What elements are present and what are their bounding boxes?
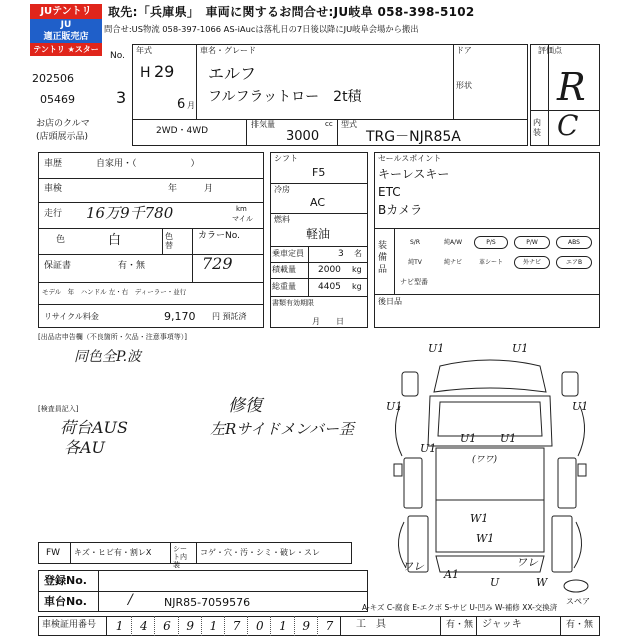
mark-rear-w: W <box>536 576 548 589</box>
total-label: 総重量 <box>272 282 296 291</box>
color-no-label: カラーNo. <box>198 231 240 241</box>
displacement: 3000 <box>286 129 320 144</box>
total-unit: kg <box>352 282 362 291</box>
dealer-logo-bottom: テントリ ★スター <box>30 43 102 56</box>
door-label: ドア <box>456 46 472 55</box>
exhibit-notes-text: 同色全P.波 <box>74 349 142 365</box>
inspection-label: 車検 <box>44 184 63 194</box>
fw-label: FW <box>46 548 61 558</box>
capacity-value: 3 <box>338 249 344 259</box>
mark-bed-1: U1 <box>460 432 477 445</box>
doc-label: 書類有効期限 <box>272 299 314 307</box>
shop-note: お店のクルマ <box>36 119 90 129</box>
cert-digit: 7 <box>317 616 341 636</box>
exhibit-notes-label: [出品店申告欄（不良箇所・欠品・注意事項等）] <box>38 333 187 341</box>
cert-digit: 7 <box>224 616 248 636</box>
mark-front-left: U1 <box>428 342 445 355</box>
dealer-logo-mid: JU <box>30 19 102 31</box>
inspector-line-1: 荷台AUS <box>60 418 129 437</box>
frame-value: NJR85-7059576 <box>164 596 251 609</box>
equip-sr: S/R <box>410 239 420 246</box>
header-sub-line: 問合せ:US物流 058-397-1066 AS-iAucは落札日の7日後以降にJU岐阜会場から搬出 <box>104 24 419 34</box>
lot-no-label: No. <box>110 51 125 61</box>
tools-options: 有・無 <box>446 620 474 630</box>
color-label: 色 <box>56 235 66 245</box>
load-unit: kg <box>352 265 362 274</box>
model-label: 型式 <box>341 120 357 129</box>
load-value: 2000 <box>318 265 341 275</box>
disp-label: 排気量 <box>251 120 275 129</box>
month-unit: 月 <box>187 101 195 110</box>
mark-rear-u: U <box>490 576 500 589</box>
doc-unit: 月 日 <box>312 317 344 326</box>
mark-bed-2: U1 <box>500 432 517 445</box>
dealer-logo-top: JUテントリ <box>30 4 102 19</box>
warranty-options: 有・無 <box>118 261 146 271</box>
car-grade: フルフラットロー 2t積 <box>208 89 362 105</box>
equipment-label: 装備品 <box>378 241 388 275</box>
seat-items: コゲ・穴・汚・シミ・破レ・スレ <box>200 548 320 557</box>
cc-label: cc <box>325 120 333 128</box>
total-value: 4405 <box>318 282 341 292</box>
year: 29 <box>154 62 175 81</box>
inspector-line-2: 各AU <box>64 438 106 457</box>
ac-value: AC <box>310 196 326 209</box>
shape-label: 形状 <box>456 81 472 90</box>
recycle-value: 9,170 <box>164 310 196 323</box>
recycle-label: リサイクル料金 <box>44 312 99 321</box>
equip-leather: 革シート <box>478 259 503 266</box>
inspector-label: [検査員記入] <box>38 405 79 413</box>
equip-aw: 純A/W <box>443 239 463 246</box>
frame-label: 車台No. <box>44 595 87 608</box>
sales-label: セールスポイント <box>378 154 442 163</box>
sales-item-3: Bカメラ <box>378 203 423 217</box>
dealer-logo-sub: 適正販売店 <box>30 31 102 43</box>
repair-note: 左Rサイドメンバー歪 <box>210 420 355 438</box>
cert-digit: 4 <box>131 616 155 636</box>
mark-left-mirror: U1 <box>386 400 403 413</box>
mark-front-right: U1 <box>512 342 529 355</box>
equip-abs: ABS <box>556 236 592 249</box>
cert-digit: 1 <box>270 616 294 636</box>
fw-items: キズ・ヒビ有・割レX <box>74 548 152 557</box>
cert-digit: 1 <box>115 619 124 633</box>
header-main-line: 取先:「兵庫県」 車両に関するお問合せ:JU岐阜 058-398-5102 <box>108 5 475 19</box>
grade-score: R <box>557 65 586 109</box>
mileage-unit: km <box>236 205 247 213</box>
sales-item-2: ETC <box>378 185 401 199</box>
name-label: 車名・グレード <box>200 46 256 55</box>
frame-slash: / <box>128 592 133 608</box>
mark-right-mirror: U1 <box>572 400 589 413</box>
after-install-label: 後日品 <box>378 297 402 306</box>
spare-label: スペア <box>566 597 590 606</box>
mark-rear-w1: W1 <box>476 532 495 545</box>
color-no: 729 <box>202 254 233 273</box>
year-label: 年式 <box>136 46 152 55</box>
model-code: TRG－NJR85A <box>366 129 461 145</box>
mileage-value: 16万9千780 <box>86 204 174 222</box>
tools-label: 工 具 <box>356 619 386 630</box>
equip-ext-navi: 外ナビ <box>514 256 550 269</box>
era: H <box>140 65 151 81</box>
date-code: 202506 <box>32 72 74 85</box>
equip-navi: 純ナビ <box>443 259 462 266</box>
mark-rear-left: ワレ <box>402 560 424 573</box>
mark-bed-w1: W1 <box>470 512 489 525</box>
interior-score: C <box>557 109 579 142</box>
load-label: 積載量 <box>272 265 296 274</box>
mark-rear-right: ワレ <box>516 556 538 569</box>
color-change-label: 色替 <box>165 232 173 250</box>
seat-label: シート内装 <box>173 545 187 569</box>
drive-type: 2WD・4WD <box>156 126 209 136</box>
legend-codes: A-キズ C-腐食 E-エクボ S-サビ U-凹み W-補修 XX-交換済 <box>362 603 558 612</box>
cert-digit: 6 <box>154 616 178 636</box>
cert-digit: 0 <box>247 616 271 636</box>
interior-label: 内装 <box>533 118 541 137</box>
shop-note-sub: (店頭展示品) <box>36 132 89 142</box>
lot-code: 05469 <box>40 93 75 106</box>
sales-item-1: キーレスキー <box>378 167 450 181</box>
cert-digits <box>108 616 340 636</box>
cert-digit: 1 <box>201 616 225 636</box>
shift-label: シフト <box>274 154 298 163</box>
history-value: 自家用・（ ） <box>96 159 200 169</box>
grade-label: 評価点 <box>538 46 562 55</box>
cert-digit: 9 <box>178 616 202 636</box>
cert-digit: 9 <box>294 616 318 636</box>
repair-heading: 修復 <box>228 396 262 416</box>
equip-airbag: エアB <box>556 256 592 269</box>
model-info: モデル 年 ハンドル 左・右 ディーラー・並行 <box>42 288 187 296</box>
navi-model-label: ナビ型番 <box>400 278 428 286</box>
mark-door: U1 <box>420 442 437 455</box>
color-value: 白 <box>108 233 122 248</box>
reg-label: 登録No. <box>44 574 87 587</box>
shift-value: F5 <box>312 166 326 179</box>
car-diagram <box>380 336 600 606</box>
equip-tv: 純TV <box>408 259 422 266</box>
history-label: 車歴 <box>44 159 63 169</box>
fuel-value: 軽油 <box>306 227 331 241</box>
warranty-label: 保証書 <box>44 261 72 271</box>
ac-label: 冷房 <box>274 185 290 194</box>
equip-pw: P/W <box>514 236 550 249</box>
capacity-label: 乗車定員 <box>272 249 304 258</box>
car-name: エルフ <box>208 64 257 83</box>
mark-rear-a1: A1 <box>444 568 459 581</box>
month: 6 <box>177 97 186 112</box>
cert-label: 車検証用番号 <box>42 620 97 630</box>
jack-options: 有・無 <box>566 620 594 630</box>
inspection-unit: 年 月 <box>168 184 214 194</box>
recycle-unit: 円 預託済 <box>212 312 247 321</box>
jack-label: ジャッキ <box>482 619 522 630</box>
capacity-unit: 名 <box>354 249 362 258</box>
mileage-label: 走行 <box>44 209 63 219</box>
lot-no-value: 3 <box>116 88 127 107</box>
mileage-unit2: マイル <box>232 215 253 223</box>
fuel-label: 燃料 <box>274 215 290 224</box>
mark-bed-note: (ワワ) <box>472 455 498 465</box>
equip-ps: P/S <box>474 236 508 249</box>
